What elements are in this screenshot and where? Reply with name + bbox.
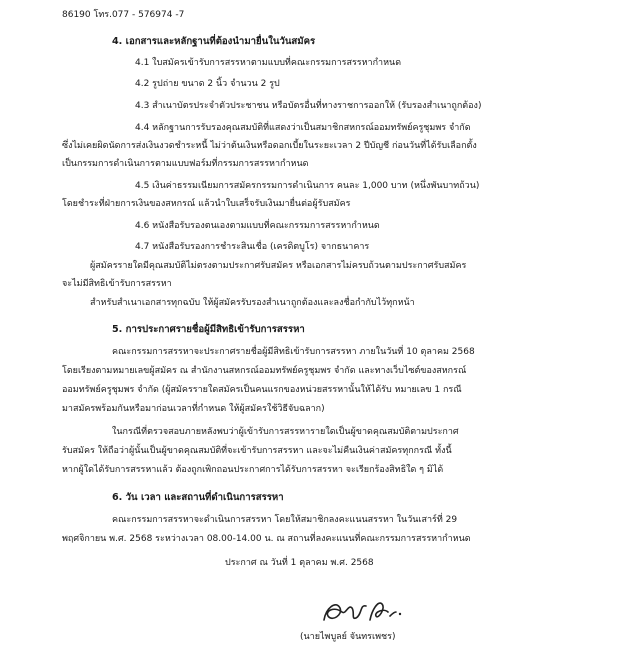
item-4-4-line-3: เป็นกรรมการดำเนินการตามแบบฟอร์มที่กรรมการสรรหากำหนด <box>62 159 309 169</box>
section-5-p1-line-4: มาสมัครพร้อมกันหรือมาก่อนเวลาที่กำหนด ให้ผู้สมัครใช้วิธีจับฉลาก) <box>62 404 325 414</box>
applicant-note-line-1: ผู้สมัครรายใดมีคุณสมบัติไม่ตรงตามประกาศรับสมัคร หรือเอกสารไม่ครบถ้วนตามประกาศรับสมัคร <box>90 261 467 271</box>
signer-name: (นายไพบูลย์ จันทรเพชร) <box>300 632 396 642</box>
applicant-note-line-2: จะไม่มีสิทธิเข้ารับการสรรหา <box>62 279 172 289</box>
item-4-6: 4.6 หนังสือรับรองตนเองตามแบบที่คณะกรรมการสรรหากำหนด <box>135 221 380 231</box>
announcement-date: ประกาศ ณ วันที่ 1 ตุลาคม พ.ศ. 2568 <box>225 558 374 568</box>
item-4-4-line-1: 4.4 หลักฐานการรับรองคุณสมบัติที่แสดงว่าเป็นสมาชิกสหกรณ์ออมทรัพย์ครูชุมพร จำกัด <box>135 123 471 133</box>
item-4-7: 4.7 หนังสือรับรองการชำระสินเชื่อ (เครดิตบูโร) จากธนาคาร <box>135 242 370 252</box>
section-4-heading: 4. เอกสารและหลักฐานที่ต้องนำมายื่นในวันสมัคร <box>112 36 316 47</box>
top-line: 86190 โทร.077 - 576974 -7 <box>62 10 185 20</box>
section-6-line-1: คณะกรรมการสรรหาจะดำเนินการสรรหา โดยให้สมาชิกลงคะแนนสรรหา ในวันเสาร์ที่ 29 <box>112 515 458 525</box>
item-4-2: 4.2 รูปถ่าย ขนาด 2 นิ้ว จำนวน 2 รูป <box>135 79 280 89</box>
item-4-5-line-1: 4.5 เงินค่าธรรมเนียมการสมัครกรรมการดำเนินการ คนละ 1,000 บาท (หนึ่งพันบาทถ้วน) <box>135 181 480 191</box>
section-6-line-2: พฤศจิกายน พ.ศ. 2568 ระหว่างเวลา 08.00-14.00 น. ณ สถานที่ลงคะแนนที่คณะกรรมการสรรหากำหนด <box>62 534 471 544</box>
item-4-1: 4.1 ใบสมัครเข้ารับการสรรหาตามแบบที่คณะกรรมการสรรหากำหนด <box>135 58 402 68</box>
section-6-heading: 6. วัน เวลา และสถานที่ดำเนินการสรรหา <box>112 492 284 503</box>
signature <box>318 590 408 630</box>
copy-certification-note: สำหรับสำเนาเอกสารทุกฉบับ ให้ผู้สมัครรับรองสำเนาถูกต้องและลงชื่อกำกับไว้ทุกหน้า <box>90 298 415 308</box>
item-4-3: 4.3 สำเนาบัตรประจำตัวประชาชน หรือบัตรอื่นที่ทางราชการออกให้ (รับรองสำเนาถูกต้อง) <box>135 101 482 111</box>
section-5-p2-line-3: หากผู้ใดได้รับการสรรหาแล้ว ต้องถูกเพิกถอนประกาศการได้รับการสรรหา จะเรียกร้องสิทธิใด ๆ มิได้ <box>62 465 444 475</box>
section-5-p2-line-2: รับสมัคร ให้ถือว่าผู้นั้นเป็นผู้ขาดคุณสมบัติที่จะเข้ารับการสรรหา และจะไม่คืนเงินค่าสมัครทุกกรณี ทั้งนี้ <box>62 446 452 456</box>
item-4-5-line-2: โดยชำระที่ฝ่ายการเงินของสหกรณ์ แล้วนำใบเสร็จรับเงินมายื่นต่อผู้รับสมัคร <box>62 199 351 209</box>
item-4-4-line-2: ซึ่งไม่เคยผิดนัดการส่งเงินงวดชำระหนี้ ไม่ว่าต้นเงินหรือดอกเบี้ยในระยะเวลา 2 ปีบัญชี ก่อนวันที่ได้รับเลือกตั้ง <box>62 141 477 151</box>
section-5-p2-line-1: ในกรณีที่ตรวจสอบภายหลังพบว่าผู้เข้ารับการสรรหารายใดเป็นผู้ขาดคุณสมบัติตามประกาศ <box>112 427 459 437</box>
section-5-heading: 5. การประกาศรายชื่อผู้มีสิทธิเข้ารับการสรรหา <box>112 324 305 335</box>
section-5-p1-line-2: โดยเรียงตามหมายเลขผู้สมัคร ณ สำนักงานสหกรณ์ออมทรัพย์ครูชุมพร จำกัด และทางเว็บไซต์ของสหกรณ์ <box>62 366 467 376</box>
section-5-p1-line-1: คณะกรรมการสรรหาจะประกาศรายชื่อผู้มีสิทธิเข้ารับการสรรหา ภายในวันที่ 10 ตุลาคม 2568 <box>112 347 475 357</box>
section-5-p1-line-3: ออมทรัพย์ครูชุมพร จำกัด (ผู้สมัครรายใดสมัครเป็นคนแรกของหน่วยสรรหานั้นให้ได้รับ หมายเลข 1 กรณี <box>62 385 462 395</box>
